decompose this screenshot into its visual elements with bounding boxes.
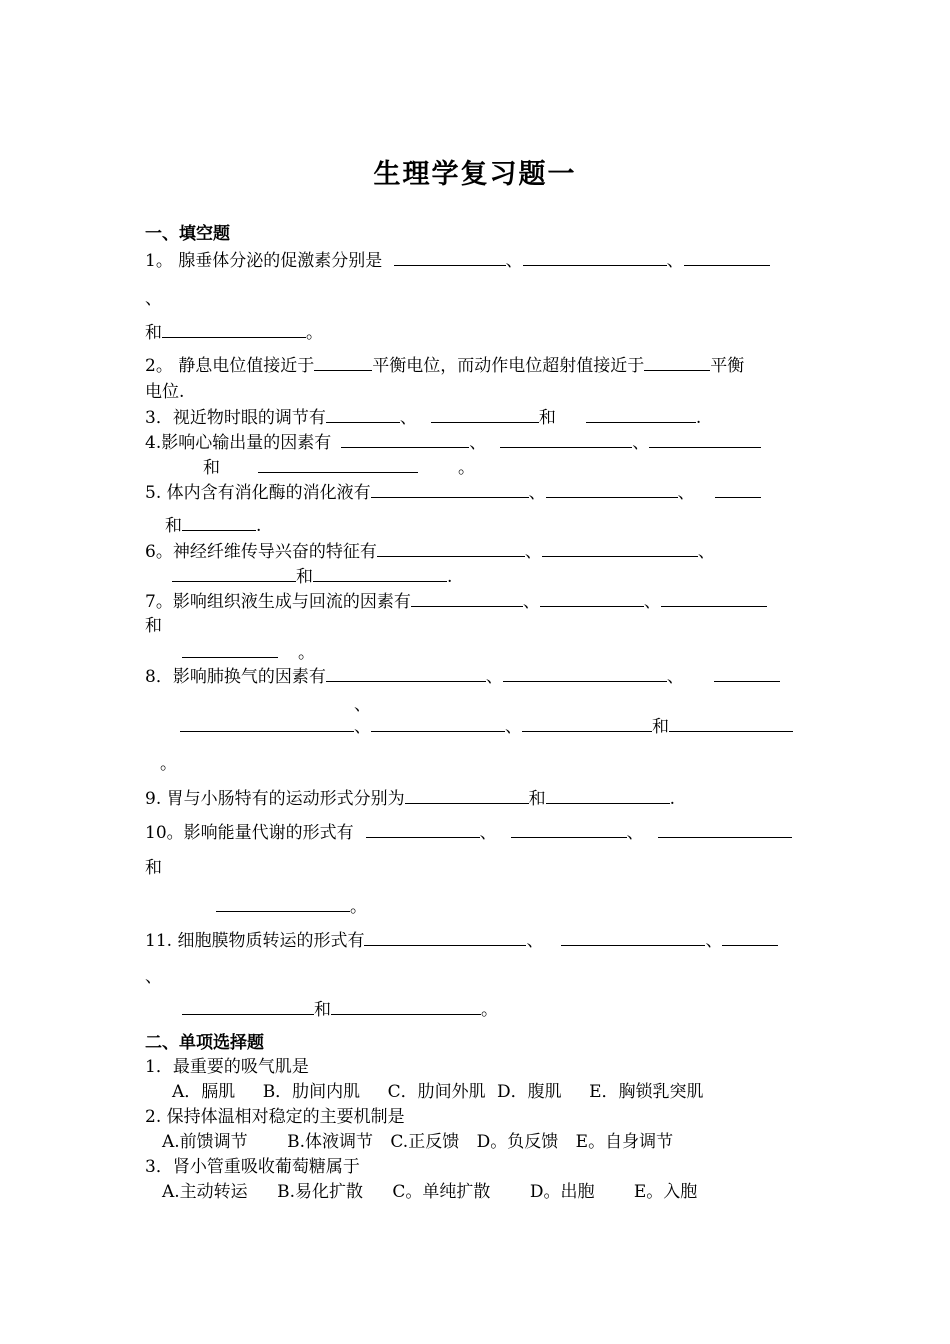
answer-blank[interactable]: [503, 664, 667, 682]
question-1-cont: 、: [145, 289, 162, 309]
option-a[interactable]: A．膈肌: [172, 1082, 236, 1102]
answer-blank[interactable]: [661, 589, 767, 607]
question-5: 5. 体内含有消化酶的消化液有 、 、: [145, 480, 761, 505]
question-2-cont: 电位.: [145, 382, 185, 402]
answer-blank[interactable]: [182, 997, 314, 1015]
question-7-cont: 和: [145, 616, 162, 636]
answer-blank[interactable]: [669, 714, 793, 732]
question-11-cont2: 和 。: [182, 997, 498, 1022]
answer-blank[interactable]: [644, 353, 710, 371]
option-b[interactable]: B.体液调节: [287, 1132, 373, 1152]
answer-blank[interactable]: [371, 714, 505, 732]
question-7: 7。影响组织液生成与回流的因素有 、 、: [145, 589, 767, 614]
option-d[interactable]: D．腹肌: [497, 1082, 562, 1102]
option-e[interactable]: E。入胞: [633, 1182, 698, 1202]
answer-blank[interactable]: [364, 928, 526, 946]
answer-blank[interactable]: [182, 513, 256, 531]
answer-blank[interactable]: [326, 405, 400, 423]
question-6: 6。神经纤维传导兴奋的特征有 、 、: [145, 539, 715, 564]
answer-blank[interactable]: [715, 480, 761, 498]
question-8-cont: 、: [354, 695, 371, 715]
mcq-2-stem: 2. 保持体温相对稳定的主要机制是: [145, 1107, 405, 1127]
question-10: 10。影响能量代谢的形式有 、 、: [145, 820, 792, 845]
answer-blank[interactable]: [714, 664, 780, 682]
answer-blank[interactable]: [341, 430, 469, 448]
answer-blank[interactable]: [684, 248, 770, 266]
answer-blank[interactable]: [366, 820, 480, 838]
option-b[interactable]: B．肋间内肌: [262, 1082, 361, 1102]
option-c[interactable]: C.正反馈: [390, 1132, 460, 1152]
answer-blank[interactable]: [546, 480, 678, 498]
question-10-cont: 和: [145, 858, 162, 878]
question-7-cont2: 。: [182, 640, 315, 665]
page-title: 生理学复习题一: [373, 159, 577, 190]
question-6-cont: 和 .: [172, 564, 452, 589]
answer-blank[interactable]: [162, 320, 306, 338]
answer-blank[interactable]: [326, 664, 486, 682]
answer-blank[interactable]: [405, 786, 529, 804]
answer-blank[interactable]: [371, 480, 529, 498]
question-11: 11. 细胞膜物质转运的形式有 、 、: [145, 928, 778, 953]
question-2: 2。 静息电位值接近于 平衡电位，而动作电位超射值接近于 平衡: [145, 353, 744, 378]
question-1-cont2: 和 。: [145, 320, 323, 345]
option-d[interactable]: D。出胞: [529, 1182, 595, 1202]
question-8-cont2: 、 、 和: [180, 714, 793, 739]
answer-blank[interactable]: [540, 589, 644, 607]
answer-blank[interactable]: [649, 430, 761, 448]
answer-blank[interactable]: [522, 714, 652, 732]
question-5-cont: 和 .: [165, 513, 261, 538]
answer-blank[interactable]: [313, 564, 447, 582]
option-c[interactable]: C。单纯扩散: [392, 1182, 491, 1202]
mcq-3-options: [162, 1180, 697, 1204]
mcq-1-options: [172, 1080, 703, 1104]
answer-blank[interactable]: [172, 564, 296, 582]
option-b[interactable]: B.易化扩散: [277, 1182, 363, 1202]
option-d[interactable]: D。负反馈: [476, 1132, 559, 1152]
question-3: 3．视近物时眼的调节有 、 和 .: [145, 405, 701, 430]
option-c[interactable]: C．肋间外肌: [387, 1082, 486, 1102]
option-e[interactable]: E。自身调节: [575, 1132, 674, 1152]
answer-blank[interactable]: [180, 714, 354, 732]
answer-blank[interactable]: [394, 248, 506, 266]
answer-blank[interactable]: [216, 894, 350, 912]
answer-blank[interactable]: [523, 248, 667, 266]
question-8: 8．影响肺换气的因素有 、 、: [145, 664, 780, 689]
question-4: 4.影响心输出量的因素有 、 、: [145, 430, 761, 455]
question-10-cont2: 。: [216, 894, 367, 919]
answer-blank[interactable]: [542, 539, 698, 557]
answer-blank[interactable]: [314, 353, 372, 371]
question-8-cont3: 。: [160, 754, 177, 774]
answer-blank[interactable]: [511, 820, 627, 838]
question-9: 9. 胃与小肠特有的运动形式分别为 和 .: [145, 786, 675, 811]
answer-blank[interactable]: [431, 405, 539, 423]
option-a[interactable]: A.主动转运: [162, 1182, 248, 1202]
answer-blank[interactable]: [377, 539, 525, 557]
mcq-3-stem: 3．肾小管重吸收葡萄糖属于: [145, 1157, 360, 1177]
option-a[interactable]: A.前馈调节: [162, 1132, 248, 1152]
answer-blank[interactable]: [658, 820, 792, 838]
answer-blank[interactable]: [561, 928, 705, 946]
answer-blank[interactable]: [331, 997, 481, 1015]
question-1: 1。 腺垂体分泌的促激素分别是 、 、: [145, 248, 770, 273]
answer-blank[interactable]: [258, 455, 418, 473]
mcq-2-options: [162, 1130, 673, 1154]
question-11-cont: 、: [145, 967, 162, 987]
answer-blank[interactable]: [722, 928, 778, 946]
answer-blank[interactable]: [586, 405, 696, 423]
option-e[interactable]: E．胸锁乳突肌: [589, 1082, 704, 1102]
answer-blank[interactable]: [546, 786, 670, 804]
answer-blank[interactable]: [411, 589, 523, 607]
mcq-1-stem: 1．最重要的吸气肌是: [145, 1057, 309, 1077]
section-heading-fill-in: 一、填空题: [145, 224, 230, 244]
question-4-cont: 和 。: [203, 455, 475, 480]
answer-blank[interactable]: [500, 430, 632, 448]
section-heading-single-choice: 二、单项选择题: [145, 1033, 264, 1053]
answer-blank[interactable]: [182, 640, 278, 658]
